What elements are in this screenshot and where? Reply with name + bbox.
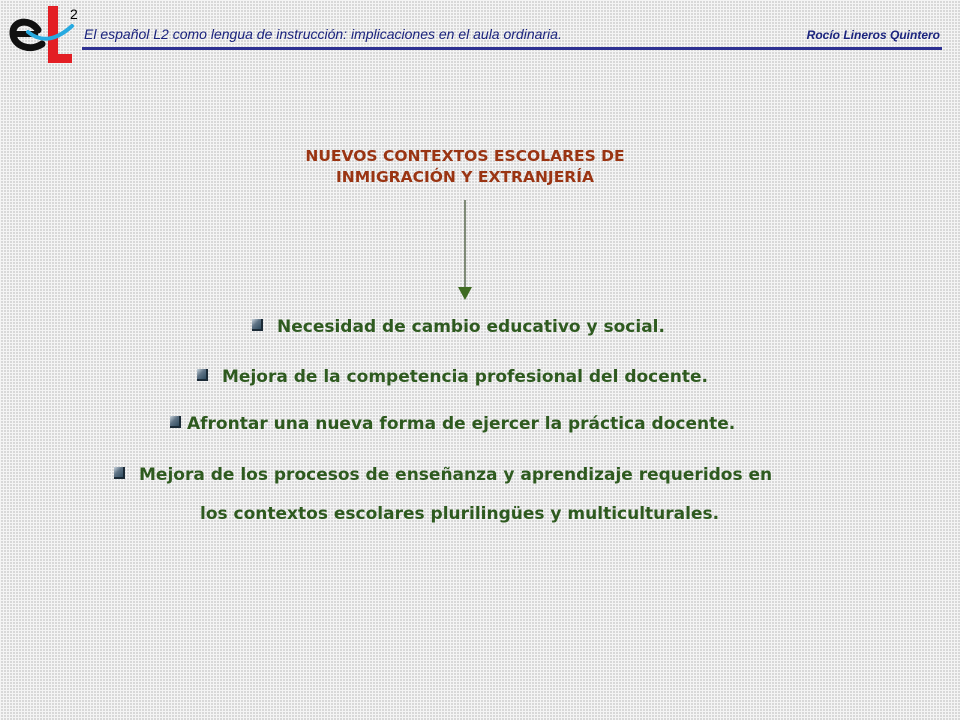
arrow-down-icon <box>456 200 474 302</box>
bullet-text: Afrontar una nueva forma de ejercer la práctica docente. <box>187 414 736 434</box>
square-bullet-icon <box>252 319 263 331</box>
bullet-text: Necesidad de cambio educativo y social. <box>277 317 665 337</box>
bullet-item <box>197 366 708 388</box>
logo <box>8 4 80 68</box>
bullet-item <box>170 413 735 435</box>
main-title-line-2: INMIGRACIÓN Y EXTRANJERÍA <box>336 168 594 186</box>
main-title <box>200 146 730 188</box>
header-author: Rocío Lineros Quintero <box>806 28 940 42</box>
bullet-item <box>114 464 772 486</box>
square-bullet-icon <box>114 467 125 479</box>
bullet-text: Mejora de la competencia profesional del docente. <box>222 367 709 387</box>
bullet-text: Mejora de los procesos de enseñanza y aprendizaje requeridos en <box>139 465 773 485</box>
square-bullet-icon <box>197 369 208 381</box>
header-title: El español L2 como lengua de instrucción: implicaciones en el aula ordinaria. <box>84 26 562 42</box>
main-title-line-1: NUEVOS CONTEXTOS ESCOLARES DE <box>305 147 625 165</box>
bullet-continuation: los contextos escolares plurilingües y multiculturales. <box>200 504 720 524</box>
square-bullet-icon <box>170 416 181 428</box>
logo-superscript: 2 <box>70 6 78 22</box>
header-divider <box>82 47 942 50</box>
bullet-item <box>252 316 665 338</box>
